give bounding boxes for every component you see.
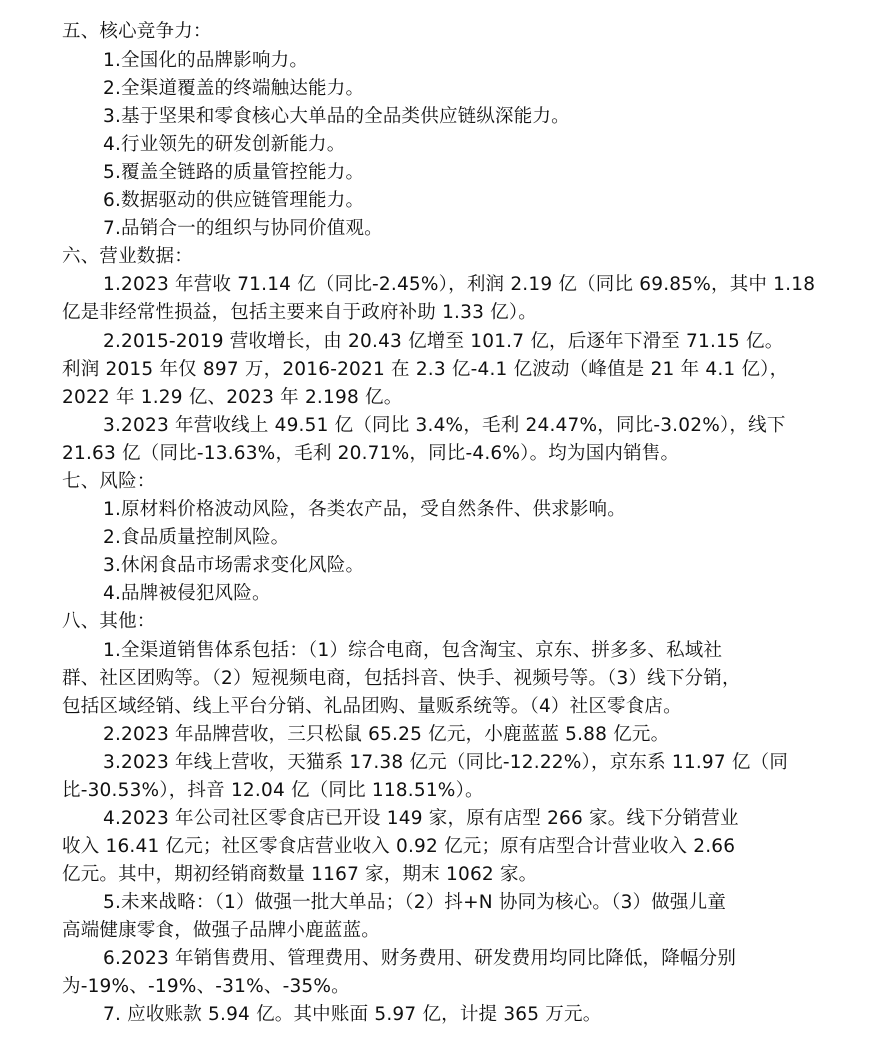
list-item: 1.全国化的品牌影响力。 [103,50,309,71]
list-item: 5.覆盖全链路的质量管控能力。 [103,162,365,183]
list-item: 3.休闲食品市场需求变化风险。 [103,555,365,576]
paragraph-line: 2022 年 1.29 亿、2023 年 2.198 亿。 [62,387,403,408]
paragraph-line: 3.2023 年线上营收，天猫系 17.38 亿元（同比-12.22%），京东系 11.97 亿（同 [103,752,789,773]
section-heading-6: 六、营业数据： [62,246,193,267]
section-heading-5: 五、核心竞争力： [62,21,212,42]
paragraph-line: 收入 16.41 亿元；社区零食店营业收入 0.92 亿元；原有店型合计营业收入 2.66 [62,836,736,857]
section-heading-8: 八、其他： [62,611,156,632]
paragraph-line: 为-19%、-19%、-31%、-35%。 [62,976,350,997]
paragraph-line: 亿元。其中，期初经销商数量 1167 家，期末 1062 家。 [62,864,538,885]
list-item: 7.品销合一的组织与协同价值观。 [103,218,383,239]
paragraph-line: 包括区域经销、线上平台分销、礼品团购、量贩系统等。（4）社区零食店。 [62,696,682,717]
paragraph-line: 比-30.53%），抖音 12.04 亿（同比 118.51%）。 [62,780,484,801]
paragraph-line: 1.2023 年营收 71.14 亿（同比-2.45%），利润 2.19 亿（同比 69.85%，其中 1.18 [103,274,816,295]
paragraph-line: 1.全渠道销售体系包括：（1）综合电商，包含淘宝、京东、拼多多、私域社 [103,640,723,661]
paragraph-line: 利润 2015 年仅 897 万，2016-2021 在 2.3 亿-4.1 亿波动（峰值是 21 年 4.1 亿）， [62,359,789,380]
paragraph-line: 21.63 亿（同比-13.63%，毛利 20.71%，同比-4.6%）。均为国内销售。 [62,443,680,464]
paragraph-line: 亿是非经常性损益，包括主要来自于政府补助 1.33 亿）。 [62,302,538,323]
paragraph-line: 2.2015-2019 营收增长，由 20.43 亿增至 101.7 亿，后逐年下滑至 71.15 亿。 [103,331,784,352]
paragraph-line: 2.2023 年品牌营收，三只松鼠 65.25 亿元，小鹿蓝蓝 5.88 亿元。 [103,724,670,745]
section-heading-7: 七、风险： [62,471,156,492]
list-item: 4.行业领先的研发创新能力。 [103,134,346,155]
paragraph-line: 群、社区团购等。（2）短视频电商，包括抖音、快手、视频号等。（3）线下分销， [62,668,741,689]
paragraph-line: 高端健康零食，做强子品牌小鹿蓝蓝。 [62,920,380,941]
list-item: 4.品牌被侵犯风险。 [103,583,271,604]
paragraph-line: 5.未来战略：（1）做强一批大单品；（2）抖+N 协同为核心。（3）做强儿童 [103,892,727,913]
paragraph-line: 3.2023 年营收线上 49.51 亿（同比 3.4%，毛利 24.47%，同比-3.02%），线下 [103,415,786,436]
list-item: 3.基于坚果和零食核心大单品的全品类供应链纵深能力。 [103,106,570,127]
paragraph-line: 4.2023 年公司社区零食店已开设 149 家，原有店型 266 家。线下分销营业 [103,808,739,829]
list-item: 2.全渠道覆盖的终端触达能力。 [103,78,365,99]
paragraph-line: 7. 应收账款 5.94 亿。其中账面 5.97 亿，计提 365 万元。 [103,1004,602,1025]
paragraph-line: 6.2023 年销售费用、管理费用、财务费用、研发费用均同比降低，降幅分别 [103,948,737,969]
list-item: 6.数据驱动的供应链管理能力。 [103,190,365,211]
list-item: 1.原材料价格波动风险，各类农产品，受自然条件、供求影响。 [103,499,626,520]
list-item: 2.食品质量控制风险。 [103,527,290,548]
